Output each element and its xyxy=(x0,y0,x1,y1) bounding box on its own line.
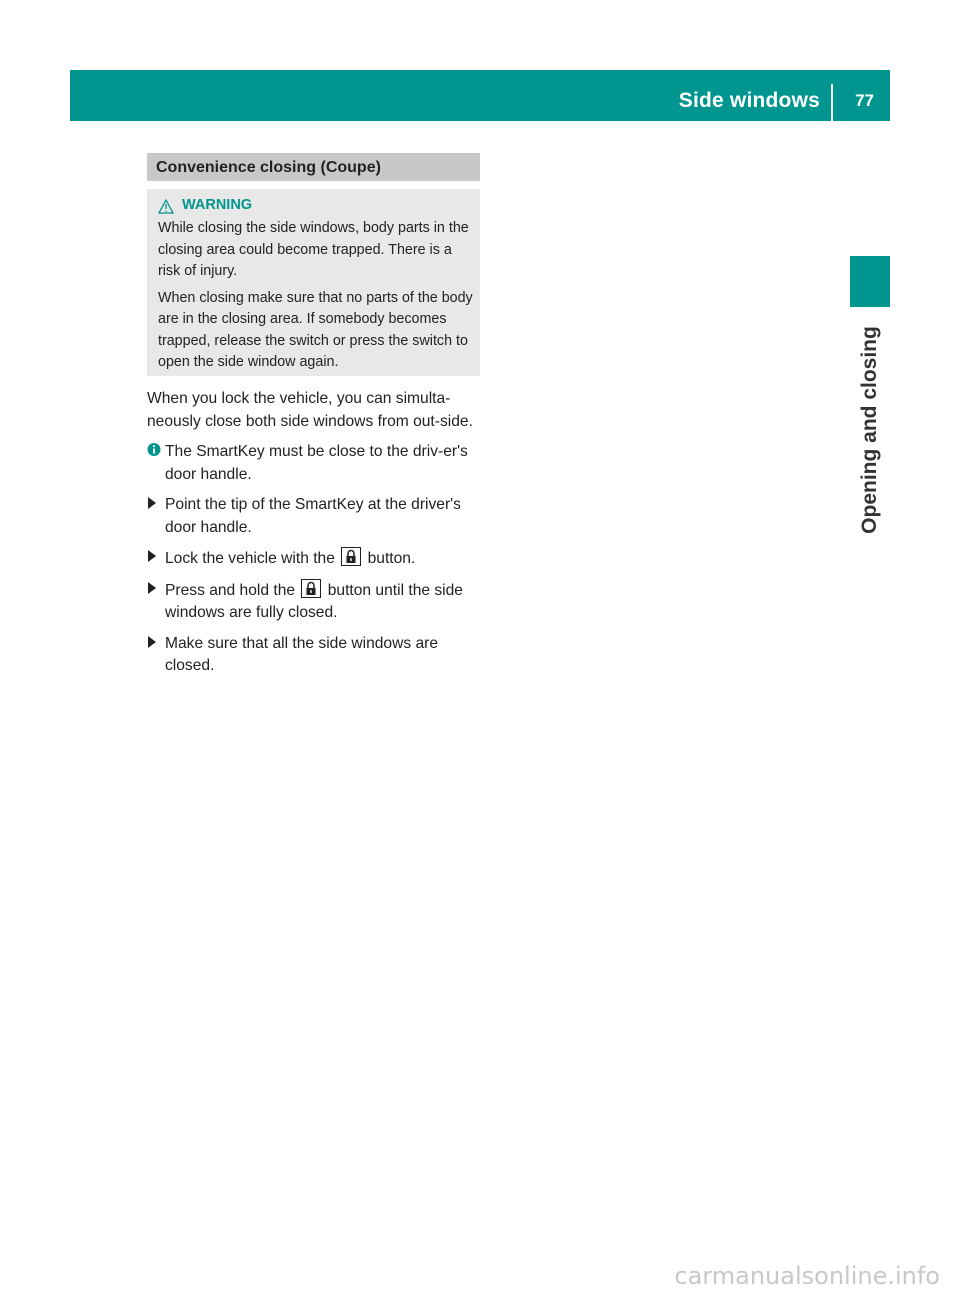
section-heading xyxy=(147,153,480,181)
lock-button-icon xyxy=(301,579,321,598)
step-text: Press and hold the xyxy=(165,581,296,599)
info-icon xyxy=(147,442,161,465)
step-item xyxy=(147,579,487,625)
warning-triangle-icon xyxy=(158,199,174,214)
warning-title xyxy=(158,194,474,218)
intro-paragraph: When you lock the vehicle, you can simulta-neously close both side windows from out-side. xyxy=(147,390,473,430)
step-text: Point the tip of the SmartKey at the driver's door handle. xyxy=(165,496,461,536)
step-arrow-icon xyxy=(147,580,157,603)
section-title: Convenience closing (Coupe) xyxy=(156,159,381,176)
step-arrow-icon xyxy=(147,634,157,657)
header-bar xyxy=(70,70,890,121)
page-number: 77 xyxy=(855,91,874,110)
header-divider xyxy=(831,84,833,121)
warning-title-text: WARNING xyxy=(182,197,253,214)
lock-button-icon xyxy=(341,547,361,566)
step-arrow-icon xyxy=(147,548,157,571)
warning-paragraph: While closing the side windows, body parts in the closing area could become trapped. There is a risk of injury. xyxy=(158,220,469,279)
step-item xyxy=(147,547,487,571)
warning-paragraph: When closing make sure that no parts of the body are in the closing area. If somebody becomes trapped, release the switch or press the switch to open the side window again. xyxy=(158,289,473,370)
header-title: Side windows xyxy=(678,89,820,112)
info-note xyxy=(147,441,487,486)
step-item xyxy=(147,633,487,678)
side-tab-label: Opening and closing xyxy=(858,326,881,534)
step-text: button until the side windows are fully closed. xyxy=(165,581,463,621)
step-arrow-icon xyxy=(147,495,157,518)
body-content xyxy=(147,388,487,686)
info-note-text: The SmartKey must be close to the driv-er's door handle. xyxy=(165,443,468,483)
watermark: carmanualsonline.info xyxy=(674,1262,940,1290)
step-text: button. xyxy=(367,550,416,567)
step-text: Lock the vehicle with the xyxy=(165,550,335,567)
step-item xyxy=(147,494,487,539)
step-text: Make sure that all the side windows are closed. xyxy=(165,634,439,674)
warning-box xyxy=(147,189,480,376)
